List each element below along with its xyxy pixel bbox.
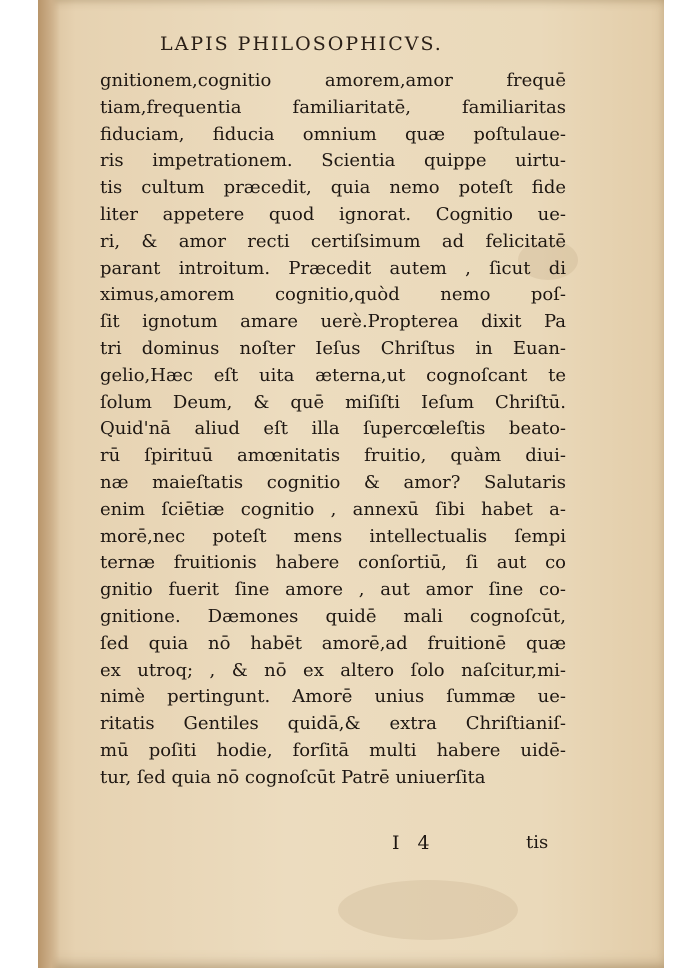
- text-line: rū ſpirituū amœnitatis fruitio, quàm diui-: [100, 445, 566, 467]
- text-line: tri dominus noſter Ieſus Chriſtus in Euan-: [100, 337, 566, 359]
- text-line: tis cultum præcedit, quia nemo poteſt fide: [100, 177, 566, 199]
- running-head: LAPIS PHILOSOPHICVS.: [160, 33, 443, 55]
- text-line: ternæ fruitionis habere conſortiū, ſi aut co: [100, 552, 566, 574]
- text-line: ritatis Gentiles quidā,& extra Chriſtianiſ-: [100, 713, 566, 735]
- text-line: ex utroq; , & nō ex altero ſolo naſcitur,mi-: [100, 659, 566, 681]
- text-line: ſed quia nō habēt amorē,ad fruitionē quæ: [100, 632, 566, 654]
- text-line: tur, ſed quia nō cognoſcūt Patrē uniuerſita: [100, 766, 486, 788]
- text-line: ximus,amorem cognitio,quòd nemo poſ-: [100, 284, 566, 306]
- body-text: [100, 68, 566, 792]
- text-line: gnitione. Dæmones quidē mali cognoſcūt,: [100, 605, 566, 627]
- text-line: gelio,Hæc eſt uita æterna,ut cognoſcant te: [100, 364, 566, 386]
- text-line: ſit ignotum amare uerè.Propterea dixit Pa: [100, 311, 566, 333]
- text-line: fiduciam, fiducia omnium quæ poſtulaue-: [100, 123, 566, 145]
- text-line: gnitio fuerit ſine amore , aut amor ſine co-: [100, 579, 566, 601]
- text-line: tiam,frequentia familiaritatē, familiaritas: [100, 96, 566, 118]
- text-line: Quid'nā aliud eſt illa ſupercœleſtis beato-: [100, 418, 566, 440]
- text-line: nimè pertingunt. Amorē unius ſummæ ue-: [100, 686, 566, 708]
- text-line: morē,nec poteſt mens intellectualis ſempi: [100, 525, 566, 547]
- text-line: enim ſciētiæ cognitio , annexū ſibi habet a-: [100, 498, 566, 520]
- paper-stain: [338, 880, 518, 940]
- text-line: ris impetrationem. Scientia quippe uirtu-: [100, 150, 566, 172]
- text-line: liter appetere quod ignorat. Cognitio ue-: [100, 203, 566, 225]
- catchword: tis: [526, 832, 549, 853]
- text-line: næ maieſtatis cognitio & amor? Salutaris: [100, 471, 566, 493]
- text-line: ſolum Deum, & quē miſiſti Ieſum Chriſtū.: [100, 391, 566, 413]
- signature-mark: I 4: [392, 832, 436, 854]
- binding-gutter: [38, 0, 60, 968]
- text-line: mū poſiti hodie, forſitā multi habere uidē-: [100, 739, 566, 761]
- text-line: ri, & amor recti certiſsimum ad felicitatē: [100, 230, 566, 252]
- text-line: parant introitum. Præcedit autem , ſicut di: [100, 257, 566, 279]
- text-line: gnitionem,cognitio amorem,amor frequē: [100, 70, 566, 91]
